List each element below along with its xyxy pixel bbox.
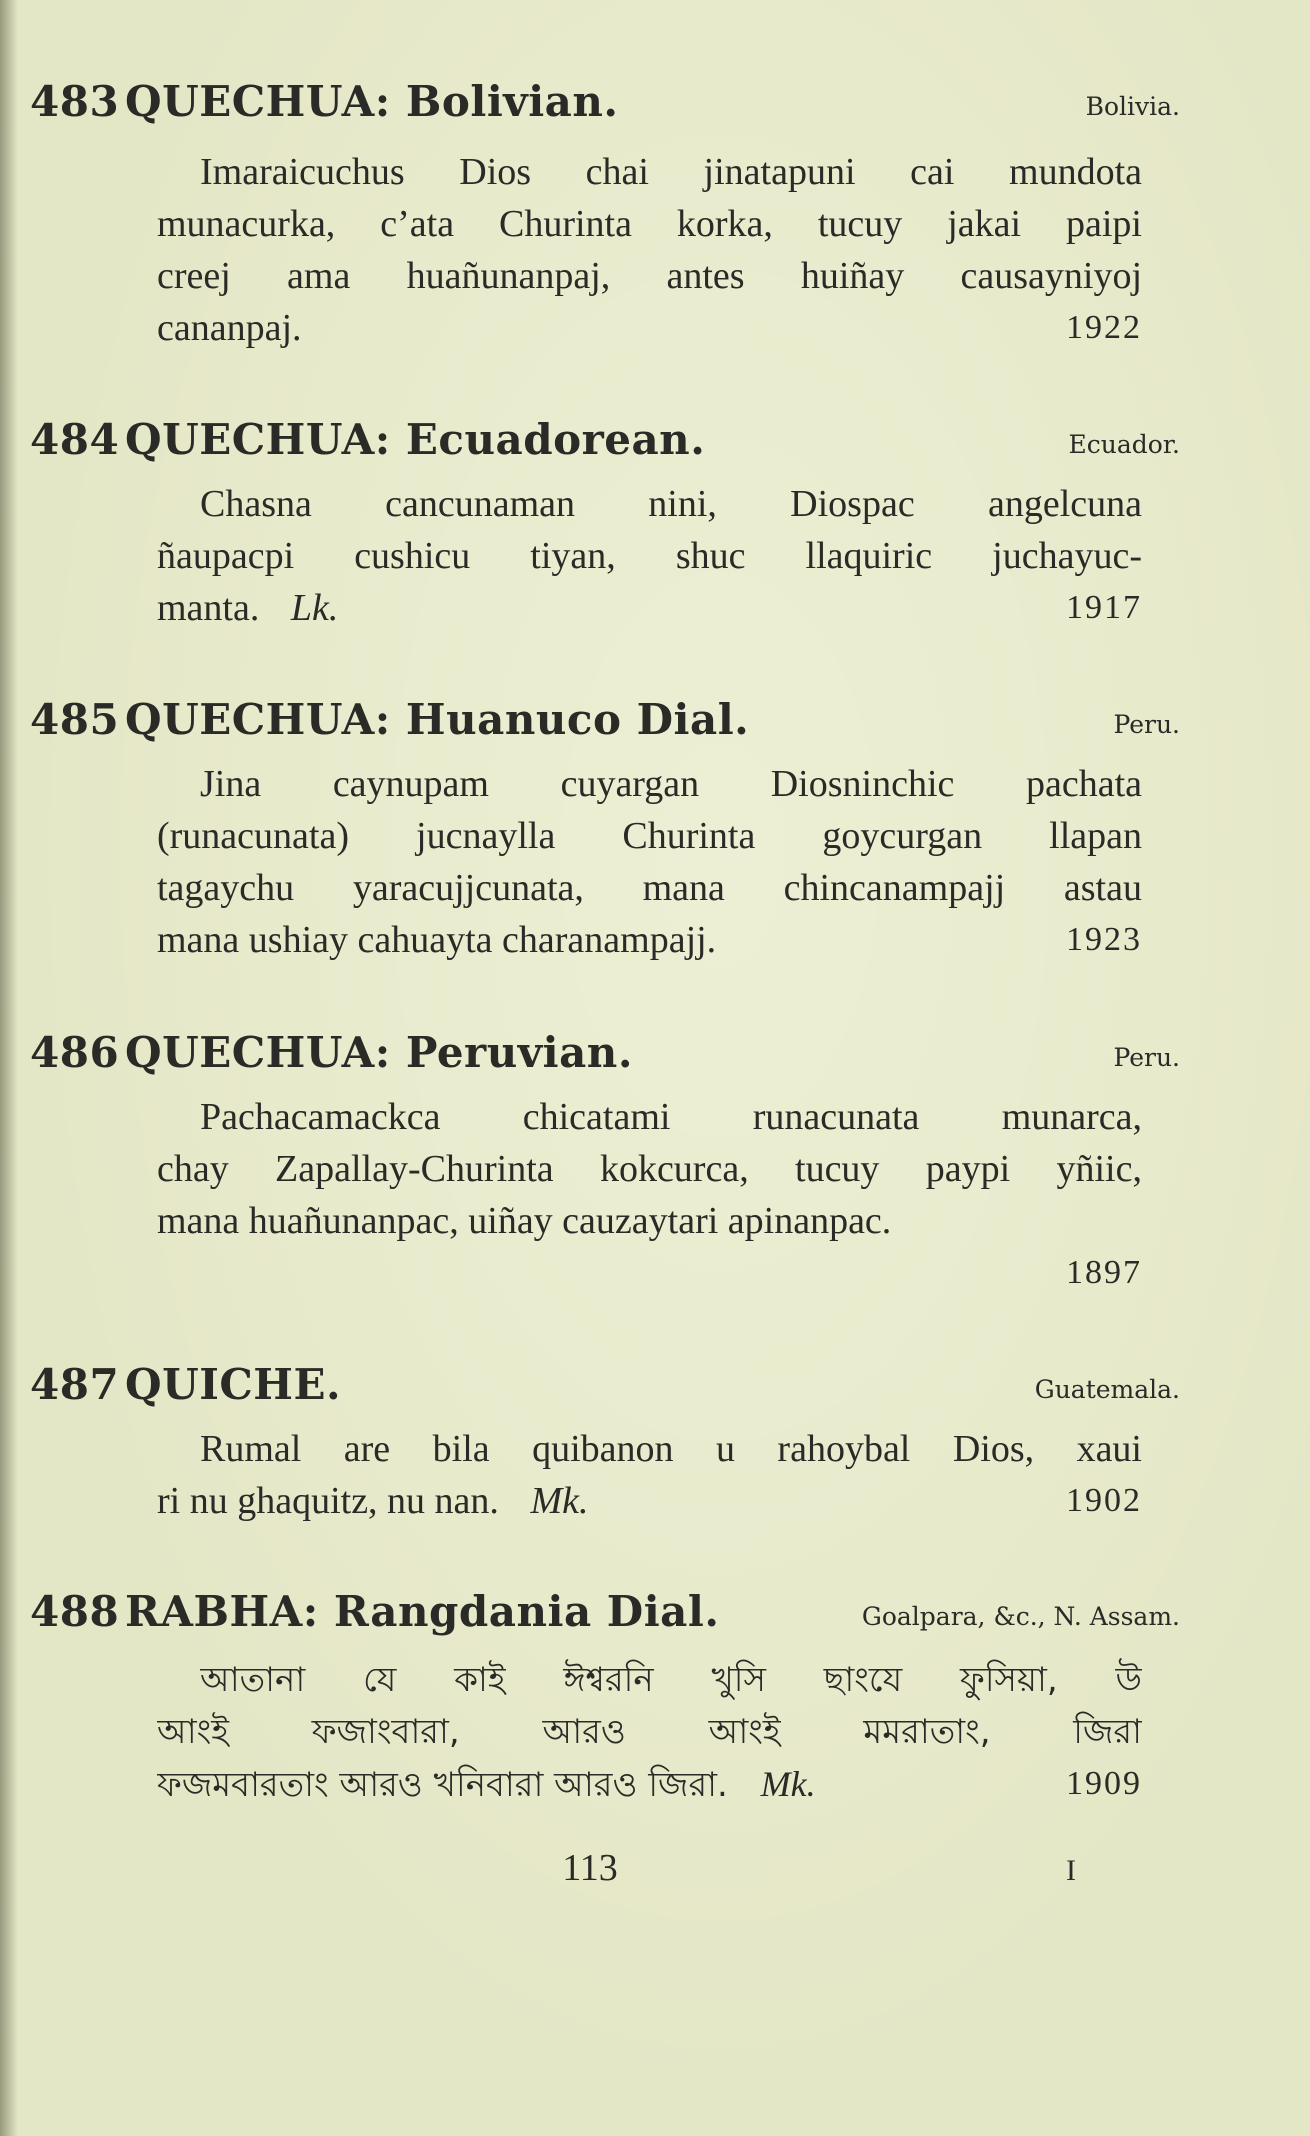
entry-text-line: Chasna cancunaman nini, Diospac angelcuna — [200, 483, 1142, 525]
entry-title: QUECHUA: Peruvian. — [125, 1028, 633, 1077]
entry-region: Guatemala. — [1034, 1375, 1180, 1404]
entry-text-line: cananpaj. — [157, 307, 302, 349]
entry-text-line: mana ushiay cahuayta charanampajj. — [157, 919, 717, 961]
entry-region: Goalpara, &c., N. Assam. — [861, 1602, 1180, 1631]
entry-text-line: tagaychu yaracujjcunata, mana chincanampajj astau — [157, 867, 1142, 909]
entry-text-line: Rumal are bila quibanon u rahoybal Dios, xaui — [200, 1428, 1142, 1470]
entry-year: 1922 — [1066, 309, 1142, 346]
signature-mark: I — [1066, 1854, 1076, 1887]
entry-reference: Lk. — [290, 587, 339, 629]
entry-title: QUICHE. — [125, 1360, 342, 1409]
entry-region: Ecuador. — [1068, 430, 1180, 459]
entry-text-line-last — [157, 1475, 1142, 1527]
entry-text-line: আতানা যে কাই ঈশ্বরনি খুসি ছাংযে ফুসিয়া, উ — [200, 1660, 1142, 1700]
entry-year: 1909 — [1066, 1765, 1142, 1802]
entry-reference: Mk. — [760, 1764, 816, 1804]
entry-year: 1923 — [1066, 921, 1142, 958]
entry-title: QUECHUA: Huanuco Dial. — [125, 695, 750, 744]
entry-title: RABHA: Rangdania Dial. — [125, 1587, 720, 1636]
entry-text: ri nu ghaquitz, nu nan. — [157, 1480, 499, 1522]
entry-text-line: creej ama huañunanpaj, antes huiñay causayniyoj — [157, 255, 1142, 297]
entry-year: 1917 — [1066, 589, 1142, 626]
entry-region: Bolivia. — [1085, 92, 1180, 121]
page-edge-shadow — [0, 0, 18, 2136]
entry-text-line: munacurka, c’ata Churinta korka, tucuy jakai paipi — [157, 203, 1142, 245]
entry-text-line: আংই ফজাংবারা, আরও আংই মমরাতাং, জিরা — [157, 1712, 1142, 1752]
entry-number: 488 — [30, 1587, 120, 1636]
entry-text-line: (runacunata) jucnaylla Churinta goycurgan llapan — [157, 815, 1142, 857]
entry-text-line: Pachacamackca chicatami runacunata munarca, — [200, 1096, 1142, 1138]
entry-text: ফজমবারতাং আরও খনিবারা আরও জিরা. — [157, 1765, 728, 1805]
entry-heading — [30, 1355, 1180, 1415]
entry-number: 485 — [30, 695, 120, 744]
entry-region: Peru. — [1113, 1043, 1180, 1072]
entry-heading — [30, 690, 1180, 750]
entry-year: 1897 — [1066, 1254, 1142, 1291]
entry-text-line: Imaraicuchus Dios chai jinatapuni cai mundota — [200, 151, 1142, 193]
entry-region: Peru. — [1113, 710, 1180, 739]
entry-title: QUECHUA: Bolivian. — [125, 77, 619, 126]
entry-heading — [30, 72, 1180, 132]
entry-number: 486 — [30, 1028, 120, 1077]
entry-text-line: chay Zapallay-Churinta kokcurca, tucuy paypi yñiic, — [157, 1148, 1142, 1190]
entry-text: manta. — [157, 587, 260, 629]
entry-number: 487 — [30, 1360, 120, 1409]
entry-year: 1902 — [1066, 1482, 1142, 1519]
entry-heading — [30, 1023, 1180, 1083]
entry-text-line: mana huañunanpac, uiñay cauzaytari apinanpac. — [157, 1200, 892, 1242]
entry-heading — [30, 1582, 1180, 1642]
entry-title: QUECHUA: Ecuadorean. — [125, 415, 706, 464]
entry-text-line: Jina caynupam cuyargan Diosninchic pachata — [200, 763, 1142, 805]
entry-number: 483 — [30, 77, 120, 126]
entry-number: 484 — [30, 415, 120, 464]
page-number: 113 — [562, 1847, 618, 1889]
entry-text-line-last — [157, 1758, 1142, 1810]
entry-reference: Mk. — [530, 1480, 589, 1522]
entry-text-line: ñaupacpi cushicu tiyan, shuc llaquiric juchayuc- — [157, 535, 1142, 577]
entry-text-line-last — [157, 582, 1142, 634]
entry-heading — [30, 410, 1180, 470]
